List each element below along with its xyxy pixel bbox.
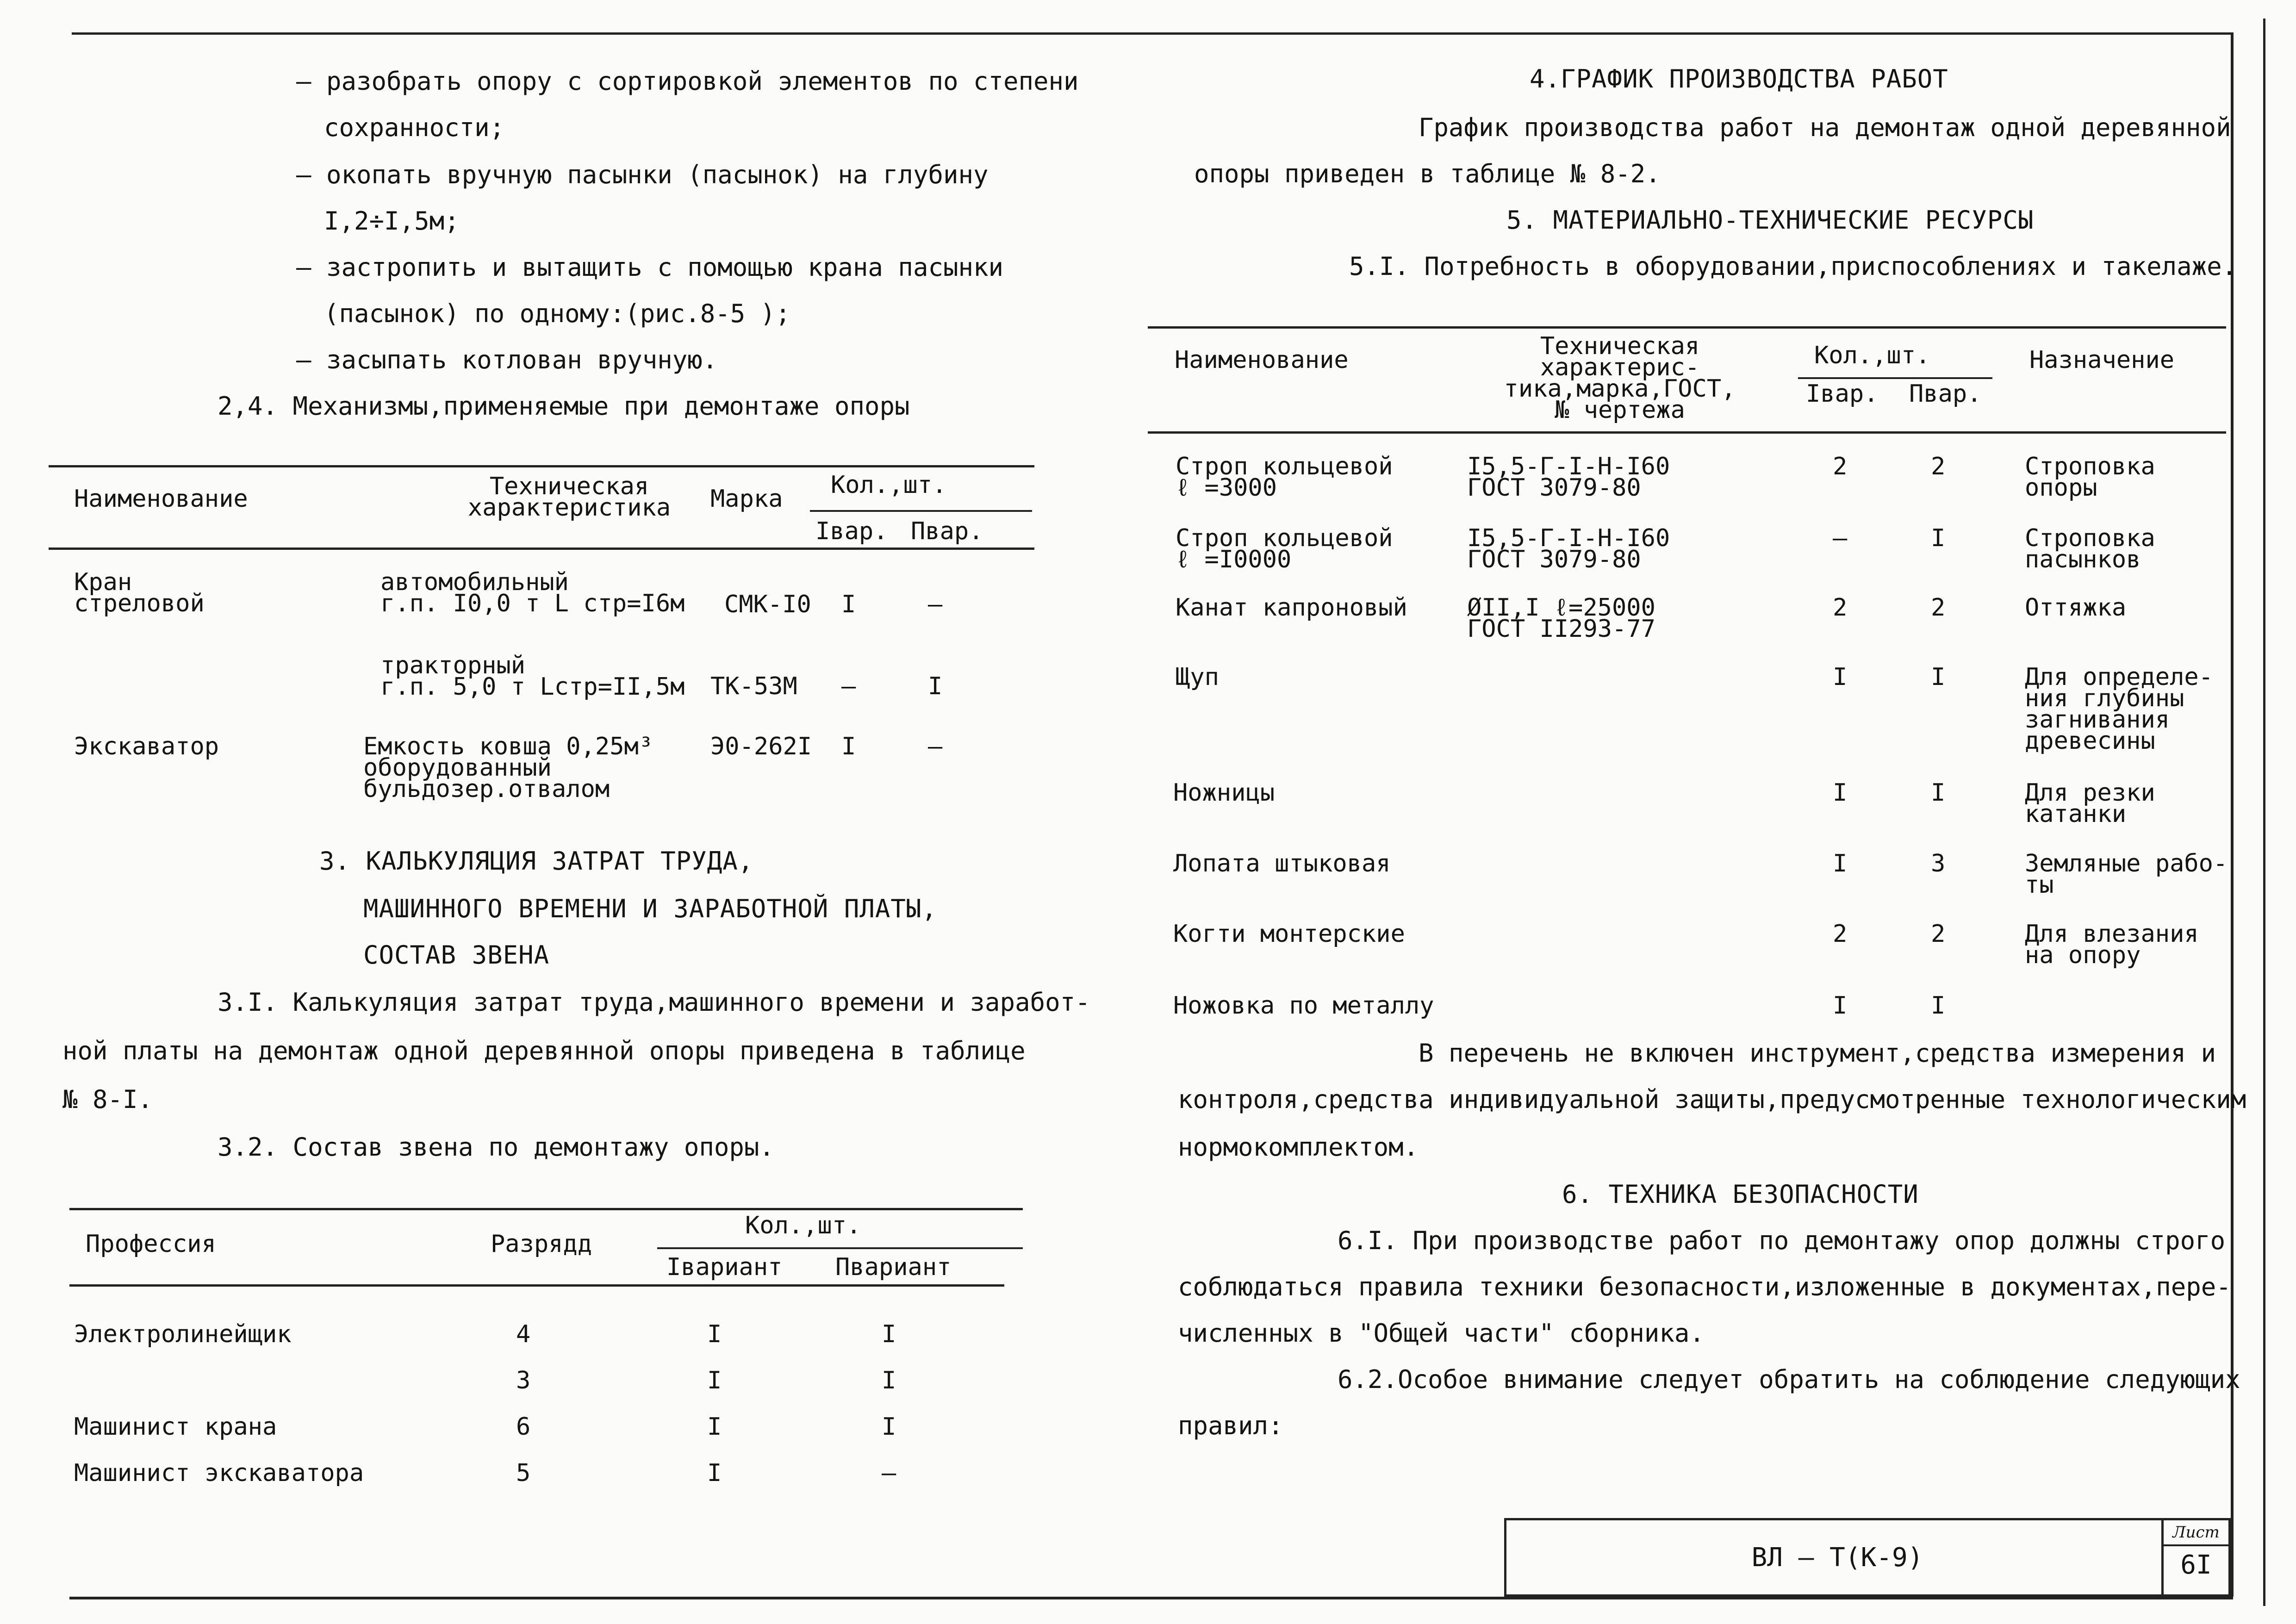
table-rule — [49, 465, 1034, 467]
section-3-1-text: ной платы на демонтаж одной деревянной опоры приведена в таблице — [62, 1036, 1026, 1065]
mech-v2: – — [928, 733, 943, 760]
bullet-line: – окопать вручную пасынки (пасынок) на глубину — [296, 160, 989, 189]
mech-name: Экскаватор — [74, 733, 219, 760]
res-tech: I5,5-Г-I-Н-I60 ГОСТ 3079-80 — [1467, 524, 1670, 573]
res-v1: I — [1833, 779, 1848, 807]
res-v2: I — [1931, 663, 1946, 691]
crew-header-v2: Пвариант — [835, 1253, 952, 1281]
res-header-purpose: Назначение — [2029, 346, 2175, 374]
crew-header-profession: Профессия — [86, 1230, 216, 1258]
section-4-text: График производства работ на демонтаж одной деревянной — [1419, 113, 2231, 142]
res-v2: 3 — [1931, 850, 1946, 877]
sheet-number: 6I — [2180, 1550, 2212, 1580]
res-purpose: Оттяжка — [2025, 594, 2127, 622]
section-3-1-text: № 8-I. — [62, 1085, 153, 1114]
section-2-4-title: 2,4. Механизмы,применяемые при демонтаже опоры — [218, 392, 910, 421]
res-name: Ножовка по металлу — [1173, 992, 1434, 1020]
note-text: нормокомплектом. — [1178, 1132, 1419, 1162]
mech-tech: тракторный г.п. 5,0 т Lстр=II,5м — [380, 652, 685, 701]
crew-header-rank: Разрядд — [491, 1230, 592, 1258]
res-header-v2: Пвар. — [1909, 380, 1982, 408]
res-v1: I — [1833, 850, 1848, 877]
res-v1: I — [1833, 992, 1848, 1020]
crew-profession: Машинист крана — [74, 1413, 277, 1441]
bullet-line: I,2÷I,5м; — [324, 206, 460, 236]
bullet-line: (пасынок) по одному:(рис.8-5 ); — [324, 299, 790, 328]
crew-rank: 5 — [516, 1459, 531, 1487]
mech-v1: – — [841, 672, 856, 700]
crew-rank: 6 — [516, 1413, 531, 1441]
res-tech: ØII,I ℓ=25000 ГОСТ II293-77 — [1467, 594, 1655, 643]
res-name: Когти монтерские — [1173, 920, 1405, 948]
res-header-name: Наименование — [1175, 346, 1349, 374]
crew-v1: I — [707, 1413, 722, 1441]
mech-header-tech: Техническая характеристика — [467, 473, 671, 522]
section-4-text: опоры приведен в таблице № 8-2. — [1194, 159, 1661, 188]
crew-v2: – — [882, 1459, 896, 1487]
res-purpose: Для резки катанки — [2025, 779, 2155, 828]
res-tech: I5,5-Г-I-Н-I60 ГОСТ 3079-80 — [1467, 453, 1670, 502]
crew-v2: I — [882, 1367, 896, 1394]
sheet-box — [2161, 1520, 2228, 1594]
left-column — [0, 0, 1111, 1624]
res-name: Строп кольцевой ℓ =I0000 — [1176, 524, 1393, 573]
mech-mark: ТК-53М — [710, 672, 797, 700]
note-text: контроля,средства индивидуальной защиты,предусмотренные технологическим — [1178, 1085, 2246, 1114]
table-rule — [69, 1208, 1023, 1210]
crew-v2: I — [882, 1320, 896, 1348]
sheet-label: Лист — [2172, 1523, 2220, 1542]
res-v2: 2 — [1931, 594, 1946, 622]
section-5-1-title: 5.I. Потребность в оборудовании,приспособлениях и такелаже. — [1349, 252, 2237, 281]
mech-tech: автомобильный г.п. I0,0 т L стр=I6м — [380, 568, 685, 617]
section-6-1-text: соблюдаться правила техники безопасности,изложенные в документах,пере- — [1178, 1272, 2231, 1301]
res-v1: 2 — [1833, 594, 1848, 622]
section-6-2-text: 6.2.Особое внимание следует обратить на соблюдение следующих — [1338, 1365, 2240, 1394]
section-3-title: 3. КАЛЬКУЛЯЦИЯ ЗАТРАТ ТРУДА, — [319, 846, 754, 876]
mech-v1: I — [841, 733, 856, 760]
crew-v1: I — [707, 1459, 722, 1487]
res-purpose: Для определе- ния глубины загнивания древесины — [2025, 663, 2213, 755]
res-v2: I — [1931, 779, 1946, 807]
right-column — [1134, 0, 2254, 1624]
res-purpose: Земляные рабо- ты — [2025, 850, 2228, 899]
mech-tech: Емкость ковша 0,25м³ оборудованный бульдозер.отвалом — [363, 733, 653, 803]
sheet-divider — [2164, 1544, 2228, 1546]
res-name: Строп кольцевой ℓ =3000 — [1176, 453, 1393, 502]
section-3-2-text: 3.2. Состав звена по демонтажу опоры. — [218, 1132, 774, 1162]
table-rule — [1798, 377, 1992, 379]
section-4-title: 4.ГРАФИК ПРОИЗВОДСТВА РАБОТ — [1530, 64, 1948, 93]
crew-header-v1: Iвариант — [666, 1253, 783, 1281]
res-purpose: Строповка пасынков — [2025, 524, 2155, 573]
title-block — [1504, 1518, 2231, 1597]
res-name: Щуп — [1176, 663, 1219, 691]
bullet-line: – застропить и вытащить с помощью крана пасынки — [296, 253, 1004, 282]
table-rule — [1148, 431, 2226, 434]
mech-mark: Э0-262I — [710, 733, 812, 760]
section-5-title: 5. МАТЕРИАЛЬНО-ТЕХНИЧЕСКИЕ РЕСУРСЫ — [1506, 205, 2034, 235]
bullet-line: – засыпать котлован вручную. — [296, 345, 718, 374]
table-rule — [810, 510, 1032, 512]
res-v2: I — [1931, 992, 1946, 1020]
section-3-1-text: 3.I. Калькуляция затрат труда,машинного времени и заработ- — [218, 988, 1090, 1017]
table-rule — [1148, 326, 2226, 329]
res-v2: 2 — [1931, 920, 1946, 948]
mech-header-mark: Марка — [710, 485, 783, 513]
bullet-line: сохранности; — [324, 113, 505, 142]
res-v2: 2 — [1931, 453, 1946, 480]
res-name: Ножницы — [1173, 779, 1275, 807]
section-6-2-text: правил: — [1178, 1411, 1283, 1440]
table-rule — [657, 1247, 1023, 1249]
section-6-1-text: 6.I. При производстве работ по демонтажу опор должны строго — [1338, 1226, 2226, 1255]
frame-edge-line — [2263, 19, 2265, 1606]
res-v1: I — [1833, 663, 1848, 691]
res-purpose: Строповка опоры — [2025, 453, 2155, 502]
mech-header-v1: Iвар. — [815, 517, 888, 545]
crew-rank: 3 — [516, 1367, 531, 1394]
res-purpose: Для влезания на опору — [2025, 920, 2199, 969]
mech-header-v2: Пвар. — [911, 517, 983, 545]
crew-v1: I — [707, 1367, 722, 1394]
mech-header-qty: Кол.,шт. — [831, 471, 947, 499]
table-rule — [49, 548, 1034, 550]
mech-mark: СМК-I0 — [724, 591, 811, 618]
res-v1: – — [1833, 524, 1848, 552]
res-header-tech: Техническая характерис- тика,марка,ГОСТ, № чертежа — [1504, 332, 1736, 424]
crew-v1: I — [707, 1320, 722, 1348]
mech-v2: I — [928, 672, 943, 700]
res-name: Канат капроновый — [1176, 594, 1407, 622]
mech-v2: – — [928, 591, 943, 618]
crew-v2: I — [882, 1413, 896, 1441]
mech-v1: I — [841, 591, 856, 618]
res-header-qty: Кол.,шт. — [1814, 342, 1930, 369]
bullet-line: – разобрать опору с сортировкой элементов по степени — [296, 67, 1079, 96]
res-v1: 2 — [1833, 920, 1848, 948]
res-header-v1: Iвар. — [1806, 380, 1879, 408]
table-rule — [69, 1284, 1004, 1287]
document-code: ВЛ – Т(К-9) — [1751, 1543, 1923, 1573]
crew-profession: Электролинейщик — [74, 1320, 292, 1348]
res-v2: I — [1931, 524, 1946, 552]
res-name: Лопата штыковая — [1173, 850, 1391, 877]
section-3-title: МАШИННОГО ВРЕМЕНИ И ЗАРАБОТНОЙ ПЛАТЫ, — [363, 894, 937, 923]
crew-profession: Машинист экскаватора — [74, 1459, 364, 1487]
section-6-1-text: численных в "Общей части" сборника. — [1178, 1319, 1705, 1348]
note-text: В перечень не включен инструмент,средства измерения и — [1419, 1039, 2216, 1068]
section-3-title: СОСТАВ ЗВЕНА — [363, 940, 550, 970]
mech-header-name: Наименование — [74, 485, 248, 513]
crew-header-qty: Кол.,шт. — [745, 1212, 861, 1239]
mech-name: Кран стреловой — [74, 568, 205, 617]
section-6-title: 6. ТЕХНИКА БЕЗОПАСНОСТИ — [1562, 1180, 1919, 1209]
res-v1: 2 — [1833, 453, 1848, 480]
crew-rank: 4 — [516, 1320, 531, 1348]
